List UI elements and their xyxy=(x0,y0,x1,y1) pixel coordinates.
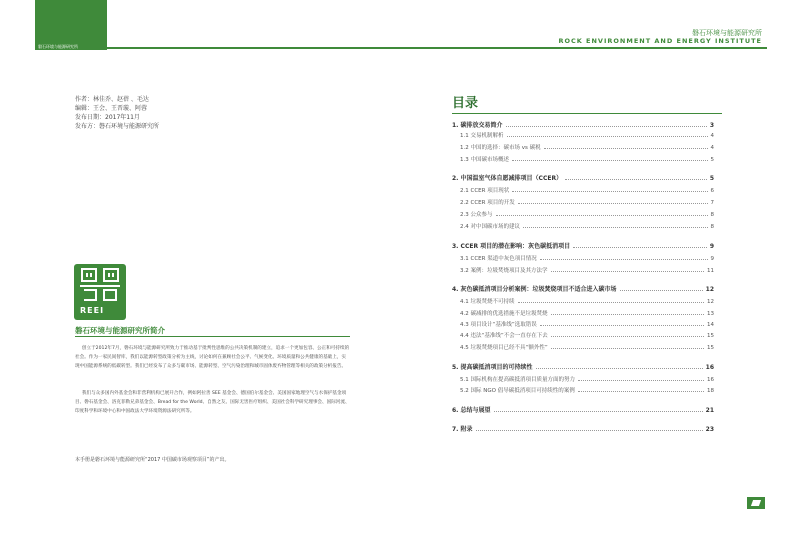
toc-entry-label: 2.3 公众参与 xyxy=(460,212,493,218)
toc-entry[interactable] xyxy=(452,129,714,139)
disclaimer: 本手册是磐石环境与能源研究所“2017 中国碳市场观察项目”的产出。 xyxy=(75,457,230,463)
logo-mark-icon xyxy=(74,264,126,306)
toc-entry-label: 2.2 CCER 项目的开发 xyxy=(460,200,515,206)
toc-entry-page: 7 xyxy=(710,200,714,206)
toc-leader-dots xyxy=(512,191,707,192)
toc-entry-page: 8 xyxy=(710,212,714,218)
toc-leader-dots xyxy=(573,247,707,248)
toc-entry-label: 5. 提高碳抵消项目的可持续性 xyxy=(452,364,533,371)
toc-leader-dots xyxy=(476,430,703,431)
report-meta xyxy=(75,95,159,131)
intro-paragraph-1: 创立于2012年7月，磐石环境与能源研究所致力于推动基于批判性思维的公共决策机制的建立，追求一个更加包容、公正和可持续的社会。作为一家民间智库，我们以能源转型政策分析为主线，讨论如何在兼顾社会公平、气候变化、环境质量和公共健康的基础上，实现中国能源系统的低碳转型。我们已经发布了众多与碳市场、能源转型、空气污染治理和城市固体废弃物管理等相关的政策分析报告。 xyxy=(75,346,350,369)
toc-entry[interactable] xyxy=(452,184,714,194)
toc-leader-dots xyxy=(494,411,703,412)
toc-entry[interactable] xyxy=(452,141,714,151)
toc-leader-dots xyxy=(544,148,708,149)
toc-entry-label: 1.1 交易机制解析 xyxy=(460,133,504,139)
toc-entry-label: 2.1 CCER 项目现状 xyxy=(460,188,510,194)
toc-entry-page: 23 xyxy=(705,426,714,433)
toc-entry[interactable] xyxy=(452,318,714,328)
toc-entry-page: 11 xyxy=(707,268,714,274)
toc-entry[interactable] xyxy=(452,404,714,414)
toc-entry[interactable] xyxy=(452,208,714,218)
toc-entry[interactable] xyxy=(452,295,714,305)
toc-leader-dots xyxy=(496,215,708,216)
toc-entry-page: 4 xyxy=(710,133,714,139)
toc-leader-dots xyxy=(578,391,704,392)
toc-entry[interactable] xyxy=(452,119,714,129)
toc-entry-page: 18 xyxy=(707,388,714,394)
header-divider xyxy=(107,47,767,49)
toc-entry[interactable] xyxy=(452,341,714,351)
toc-leader-dots xyxy=(536,368,703,369)
org-name-en: ROCK ENVIRONMENT AND ENERGY INSTITUTE xyxy=(558,37,762,45)
toc-entry[interactable] xyxy=(452,283,714,293)
toc-leader-dots xyxy=(551,336,704,337)
toc-entry-page: 4 xyxy=(710,145,714,151)
toc-entry[interactable] xyxy=(452,220,714,230)
authors: 作者：林佳乔、赵蓓 、毛达 xyxy=(75,96,149,103)
toc-entry[interactable] xyxy=(452,423,714,433)
intro-title: 磐石环境与能源研究所简介 xyxy=(75,326,165,335)
header-badge-text: 磐石环境与能源研究所 xyxy=(38,44,78,49)
toc-entry-label: 4.5 垃圾焚烧项目已经不具“额外性” xyxy=(460,345,548,351)
toc-entry-label: 2. 中国温室气体自愿减排项目（CCER） xyxy=(452,175,563,182)
toc-leader-dots xyxy=(518,302,705,303)
toc-entry-label: 3.2 案例：垃圾焚烧项目及其方法学 xyxy=(460,268,548,274)
org-name-cn: 磐石环境与能源研究所 xyxy=(692,29,762,37)
toc-title: 目录 xyxy=(452,96,479,111)
toc-entry[interactable] xyxy=(452,264,714,274)
toc-entry-page: 12 xyxy=(707,299,714,305)
toc-entry-page: 13 xyxy=(707,311,714,317)
toc-leader-dots xyxy=(578,380,704,381)
toc-leader-dots xyxy=(551,271,705,272)
toc-entry[interactable] xyxy=(452,172,714,182)
toc-entry[interactable] xyxy=(452,240,714,250)
toc-entry-page: 16 xyxy=(705,364,714,371)
toc-entry-label: 5.2 国际 NGO 倡导碳抵消项目可持续性的案例 xyxy=(460,388,575,394)
toc-leader-dots xyxy=(518,203,708,204)
toc-leader-dots xyxy=(512,160,708,161)
toc-entry-label: 6. 总结与展望 xyxy=(452,407,491,414)
toc-leader-dots xyxy=(506,126,707,127)
toc-entry-label: 1. 碳排放交易简介 xyxy=(452,122,503,129)
toc-leader-dots xyxy=(620,290,703,291)
publisher: 发布方：磐石环境与能源研究所 xyxy=(75,123,160,130)
toc-leader-dots xyxy=(507,136,708,137)
toc-entry[interactable] xyxy=(452,307,714,317)
publish-date: 发布日期：2017年11月 xyxy=(75,114,140,121)
toc-entry-page: 8 xyxy=(710,224,714,230)
toc-entry-label: 4. 灰色碳抵消项目分析案例：垃圾焚烧项目不适合进入碳市场 xyxy=(452,286,617,293)
toc-leader-dots xyxy=(551,348,704,349)
toc-entry-page: 9 xyxy=(710,256,714,262)
toc-entry[interactable] xyxy=(452,196,714,206)
toc-entry-page: 15 xyxy=(707,333,714,339)
toc-entry[interactable] xyxy=(452,252,714,262)
toc-entry-page: 16 xyxy=(707,377,714,383)
intro-divider xyxy=(75,336,350,337)
toc-leader-dots xyxy=(551,314,705,315)
toc-entry-label: 4.2 碳减排的优选措施不是垃圾焚烧 xyxy=(460,311,548,317)
toc-leader-dots xyxy=(540,259,708,260)
toc-entry[interactable] xyxy=(452,153,714,163)
toc-entry-page: 14 xyxy=(707,322,714,328)
header-badge xyxy=(35,0,107,50)
toc-entry-page: 15 xyxy=(707,345,714,351)
toc-entry[interactable] xyxy=(452,373,714,383)
toc-entry-label: 2.4 对中国碳市场的建议 xyxy=(460,224,520,230)
intro-paragraph-2: 我们与众多国内外基金会和非营利机构已展开合作，例如阿拉善 SEE 基金会、德国伯尔基金会、美国国家地理空气与水保护基金项目、磐石基金会、洛克菲勒兄弟基金会、Bread for the World、自然之友、国际无害医疗组织、美国社会科学研究理事会、国际河流、印度科学和环境中心和中国政法大学环境资源法研究所等。 xyxy=(75,391,350,414)
toc-entry[interactable] xyxy=(452,361,714,371)
toc-entry-page: 21 xyxy=(705,407,714,414)
toc-entry-label: 3.1 CCER 渠道中灰色项目情况 xyxy=(460,256,537,262)
toc-leader-dots xyxy=(540,325,704,326)
toc-entry-label: 3. CCER 项目的潜在影响：灰色碳抵消项目 xyxy=(452,243,571,250)
toc-entry[interactable] xyxy=(452,384,714,394)
toc-entry-page: 9 xyxy=(709,243,714,250)
toc-entry-page: 5 xyxy=(710,157,714,163)
toc-entry[interactable] xyxy=(452,329,714,339)
toc-entry-page: 5 xyxy=(709,175,714,182)
toc-entry-label: 5.1 国际机构在提高碳抵消项目质量方面的努力 xyxy=(460,377,575,383)
toc-entry-label: 4.3 项目设计“基准线”选取错误 xyxy=(460,322,537,328)
toc-entry-label: 1.3 中国碳市场概述 xyxy=(460,157,509,163)
editors: 编辑：王会、王晋璇、阿蓉 xyxy=(75,105,148,112)
toc-entry-label: 4.4 违法“基准线”不会一直存在下去 xyxy=(460,333,548,339)
toc-leader-dots xyxy=(523,227,708,228)
logo-text: REEI xyxy=(80,306,105,315)
toc-entry-label: 4.1 垃圾焚烧不可持续 xyxy=(460,299,515,305)
toc-entry-page: 3 xyxy=(709,122,714,129)
toc-leader-dots xyxy=(565,179,707,180)
toc-entry-page: 6 xyxy=(710,188,714,194)
toc-entry-label: 7. 附录 xyxy=(452,426,473,433)
toc-entry-page: 12 xyxy=(705,286,714,293)
toc-divider xyxy=(452,113,722,114)
toc-entry-label: 1.2 中国的选择：碳市场 vs 碳税 xyxy=(460,145,541,151)
